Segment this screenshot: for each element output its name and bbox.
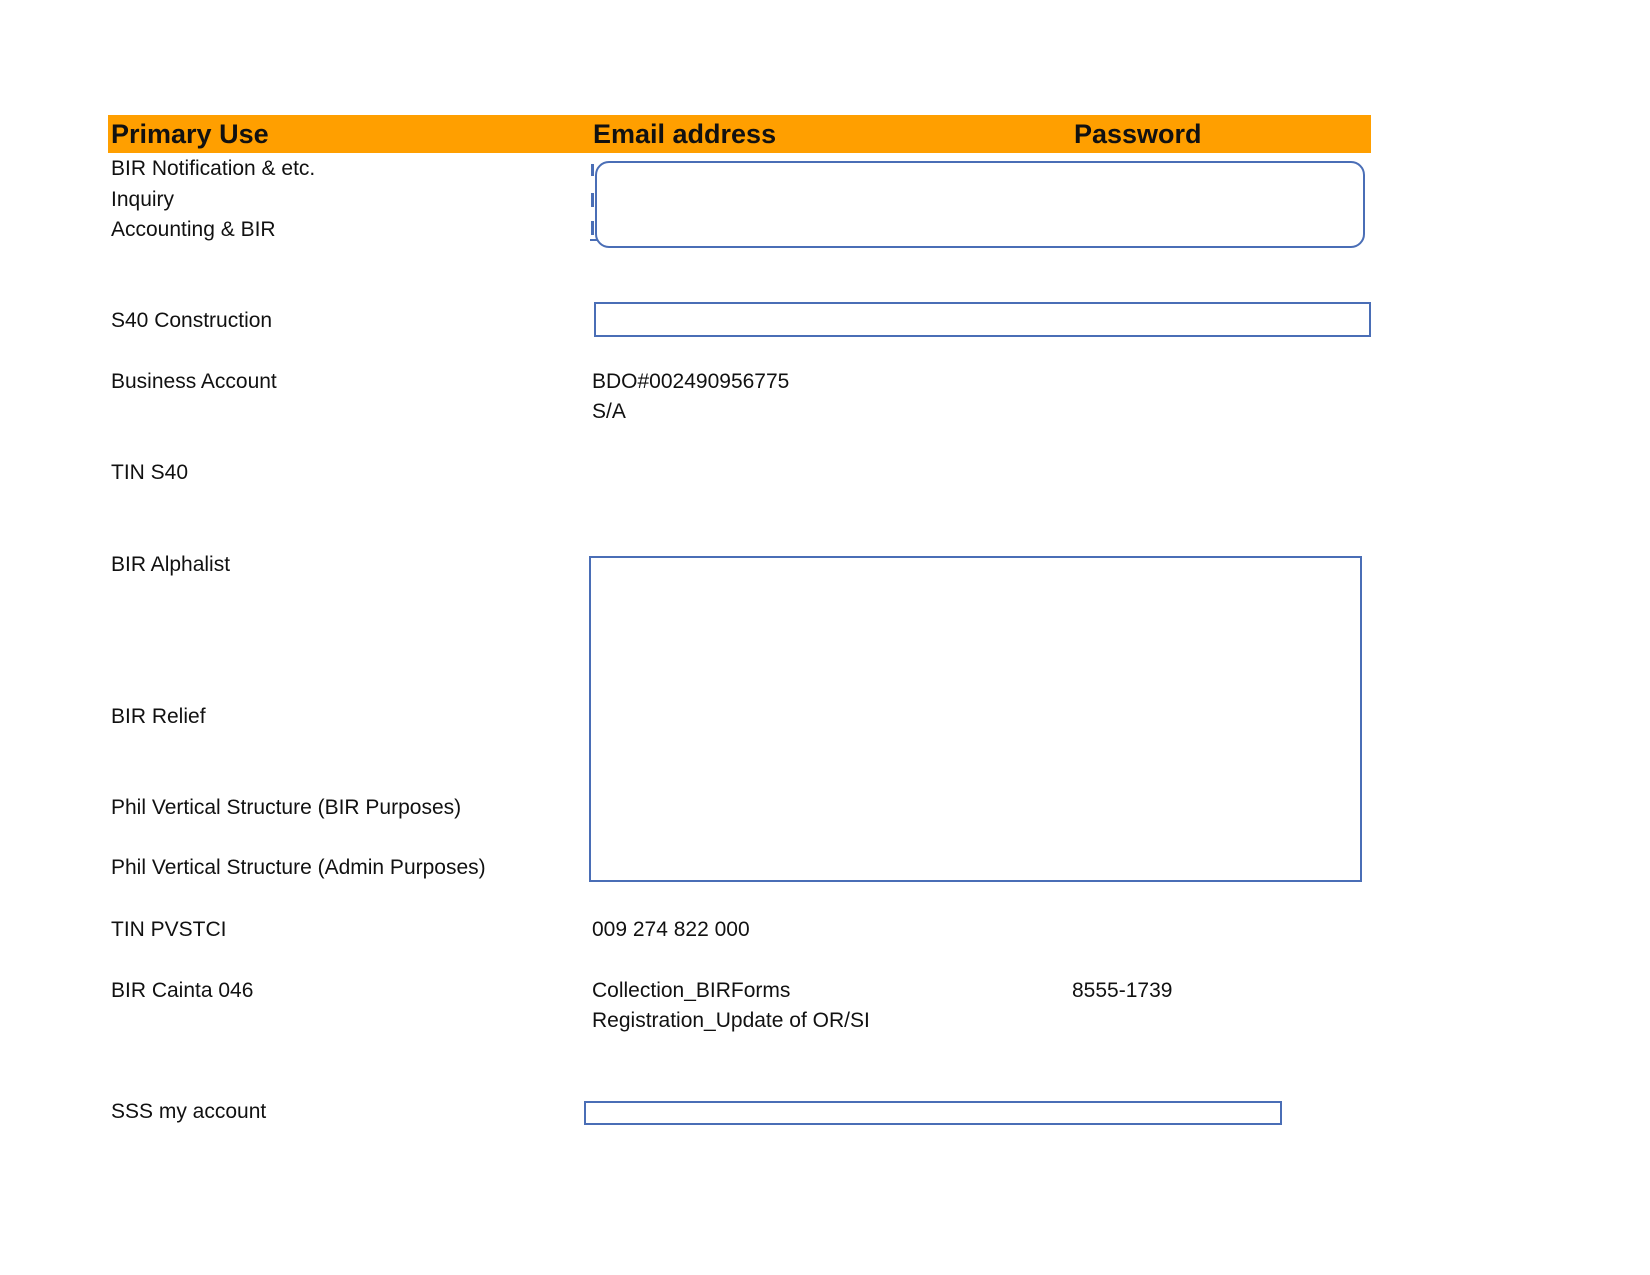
label-bir-cainta: BIR Cainta 046 bbox=[111, 979, 254, 1002]
label-bir-alphalist: BIR Alphalist bbox=[111, 553, 231, 576]
hyperlink-fragment bbox=[591, 221, 594, 235]
hyperlink-fragment bbox=[591, 193, 594, 207]
header-password: Password bbox=[1074, 119, 1202, 149]
label-bir-relief: BIR Relief bbox=[111, 705, 206, 728]
label-sss-account: SSS my account bbox=[111, 1100, 267, 1123]
label-inquiry: Inquiry bbox=[111, 188, 175, 211]
bir-cainta-email-2: Registration_Update of OR/SI bbox=[592, 1009, 870, 1032]
business-account-number: BDO#002490956775 bbox=[592, 370, 790, 393]
tin-pvstci-value: 009 274 822 000 bbox=[592, 918, 750, 941]
bir-cainta-password: 8555-1739 bbox=[1072, 979, 1173, 1002]
redaction-box-emails bbox=[595, 161, 1365, 248]
label-tin-s40: TIN S40 bbox=[111, 461, 189, 484]
header-primary-use: Primary Use bbox=[111, 119, 269, 149]
label-business-account: Business Account bbox=[111, 370, 277, 393]
label-bir-notification: BIR Notification & etc. bbox=[111, 157, 316, 180]
business-account-type: S/A bbox=[592, 400, 626, 423]
hyperlink-fragment bbox=[591, 164, 594, 176]
label-accounting-bir: Accounting & BIR bbox=[111, 218, 276, 241]
label-pvs-bir-purposes: Phil Vertical Structure (BIR Purposes) bbox=[111, 796, 462, 819]
label-pvs-admin-purposes: Phil Vertical Structure (Admin Purposes) bbox=[111, 856, 486, 879]
redaction-box-alphalist-relief bbox=[589, 556, 1362, 882]
bir-cainta-email-1: Collection_BIRForms bbox=[592, 979, 791, 1002]
header-email-address: Email address bbox=[593, 119, 777, 149]
label-s40-construction: S40 Construction bbox=[111, 309, 273, 332]
redaction-box-sss bbox=[584, 1101, 1282, 1125]
label-tin-pvstci: TIN PVSTCI bbox=[111, 918, 227, 941]
redaction-box-s40 bbox=[594, 302, 1371, 337]
